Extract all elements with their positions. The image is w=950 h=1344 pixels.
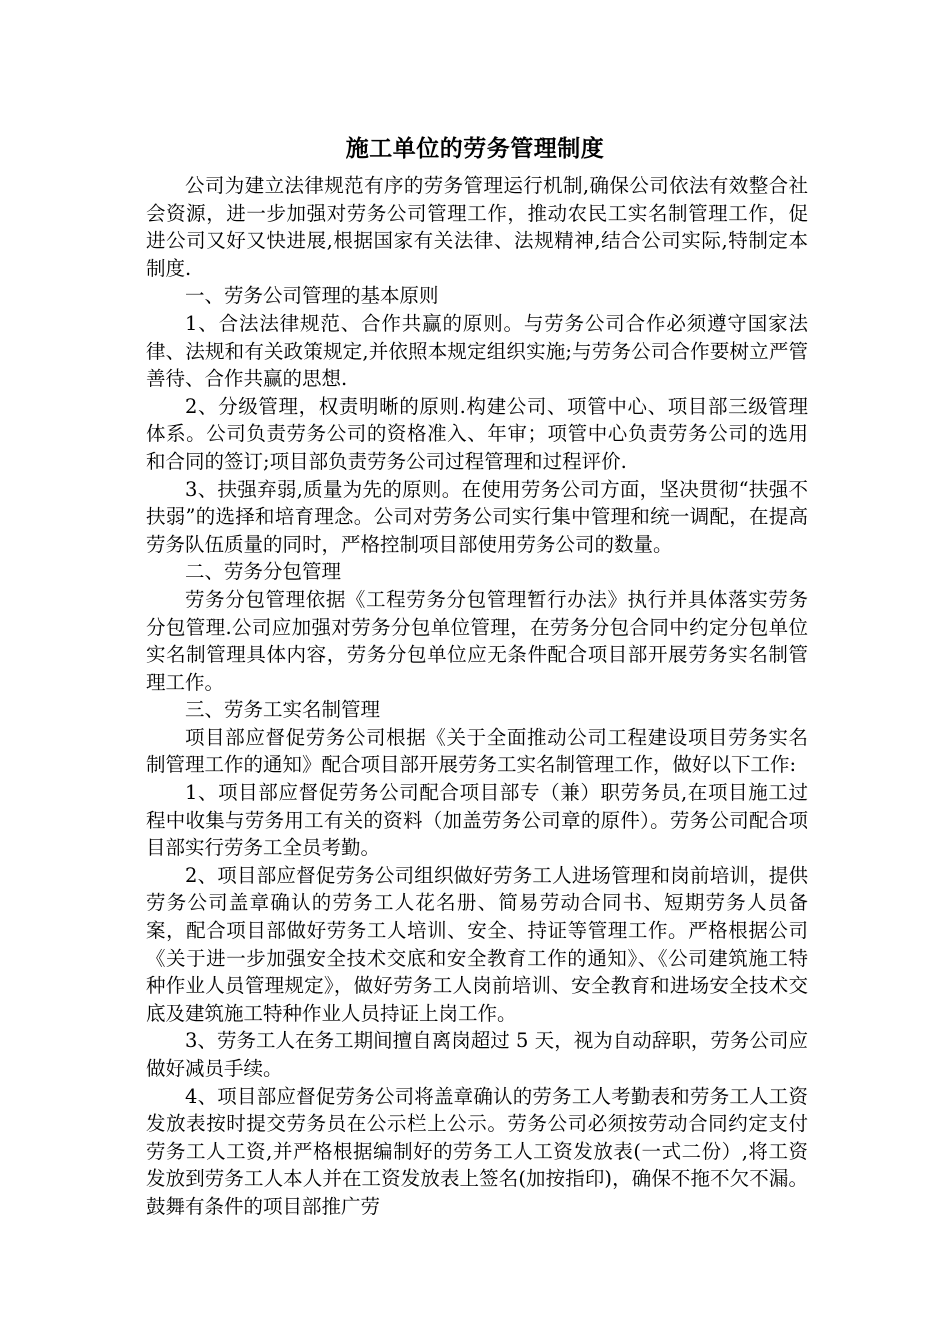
paragraph-realname-2: 2、项目部应督促劳务公司组织做好劳务工人进场管理和岗前培训，提供劳务公司盖章确认的劳务工人花名册、简易劳动合同书、短期劳务人员备案，配合项目部做好劳务工人培训、安全、持证等管理工作。严格根据公司《关于进一步加强安全技术交底和安全教育工作的通知》、《公司建筑施工特种作业人员管理规定》，做好劳务工人岗前培训、安全教育和进场安全技术交底及建筑施工特种作业人员持证上岗工作。 bbox=[146, 863, 808, 1025]
paragraph-realname-1: 1、项目部应督促劳务公司配合项目部专（兼）职劳务员,在项目施工过程中收集与劳务用工有关的资料（加盖劳务公司章的原件）。劳务公司配合项目部实行劳务工全员考勤。 bbox=[146, 781, 808, 860]
section-heading-3: 三、劳务工实名制管理 bbox=[185, 698, 381, 722]
paragraph-realname-intro: 项目部应督促劳务公司根据《关于全面推动公司工程建设项目劳务实名制管理工作的通知》配合项目部开展劳务工实名制管理工作，做好以下工作: bbox=[146, 725, 808, 777]
section-heading-2: 二、劳务分包管理 bbox=[185, 560, 342, 584]
paragraph-principle-3: 3、扶强弃弱,质量为先的原则。在使用劳务公司方面，坚决贯彻“扶强不扶弱”的选择和培育理念。公司对劳务公司实行集中管理和统一调配，在提高劳务队伍质量的同时，严格控制项目部使用劳务公司的数量。 bbox=[146, 477, 808, 556]
section-heading-1: 一、劳务公司管理的基本原则 bbox=[185, 284, 439, 308]
paragraph-principle-2: 2、分级管理，权责明晰的原则.构建公司、项管中心、项目部三级管理体系。公司负责劳务公司的资格准入、年审；项管中心负责劳务公司的选用和合同的签订;项目部负责劳务公司过程管理和过程评价. bbox=[146, 394, 808, 473]
paragraph-principle-1: 1、合法法律规范、合作共赢的原则。与劳务公司合作必须遵守国家法律、法规和有关政策规定,并依照本规定组织实施;与劳务公司合作要树立严管善待、合作共赢的思想. bbox=[146, 311, 808, 391]
paragraph-intro: 公司为建立法律规范有序的劳务管理运行机制,确保公司依法有效整合社会资源，进一步加强对劳务公司管理工作，推动农民工实名制管理工作，促进公司又好又快进展,根据国家有关法律、法规精神,结合公司实际,特制定本制度. bbox=[146, 174, 808, 280]
document-title: 施工单位的劳务管理制度 bbox=[345, 136, 605, 162]
document-body bbox=[146, 172, 808, 1221]
paragraph-subcontract: 劳务分包管理依据《工程劳务分包管理暂行办法》执行并具体落实劳务分包管理.公司应加强对劳务分包单位管理，在劳务分包合同中约定分包单位实名制管理具体内容，劳务分包单位应无条件配合项目部开展劳务实名制管理工作。 bbox=[146, 587, 808, 694]
paragraph-realname-3: 3、劳务工人在务工期间擅自离岗超过 5 天，视为自动辞职，劳务公司应做好减员手续。 bbox=[146, 1029, 808, 1080]
paragraph-realname-4: 4、项目部应督促劳务公司将盖章确认的劳务工人考勤表和劳务工人工资发放表按时提交劳务员在公示栏上公示。劳务公司必须按劳动合同约定支付劳务工人工资,并严格根据编制好的劳务工人工资发放表(一式二份）,将工资发放到劳务工人本人并在工资发放表上签名(加按指印)，确保不拖不欠不漏。鼓舞有条件的项目部推广劳 bbox=[146, 1084, 808, 1218]
